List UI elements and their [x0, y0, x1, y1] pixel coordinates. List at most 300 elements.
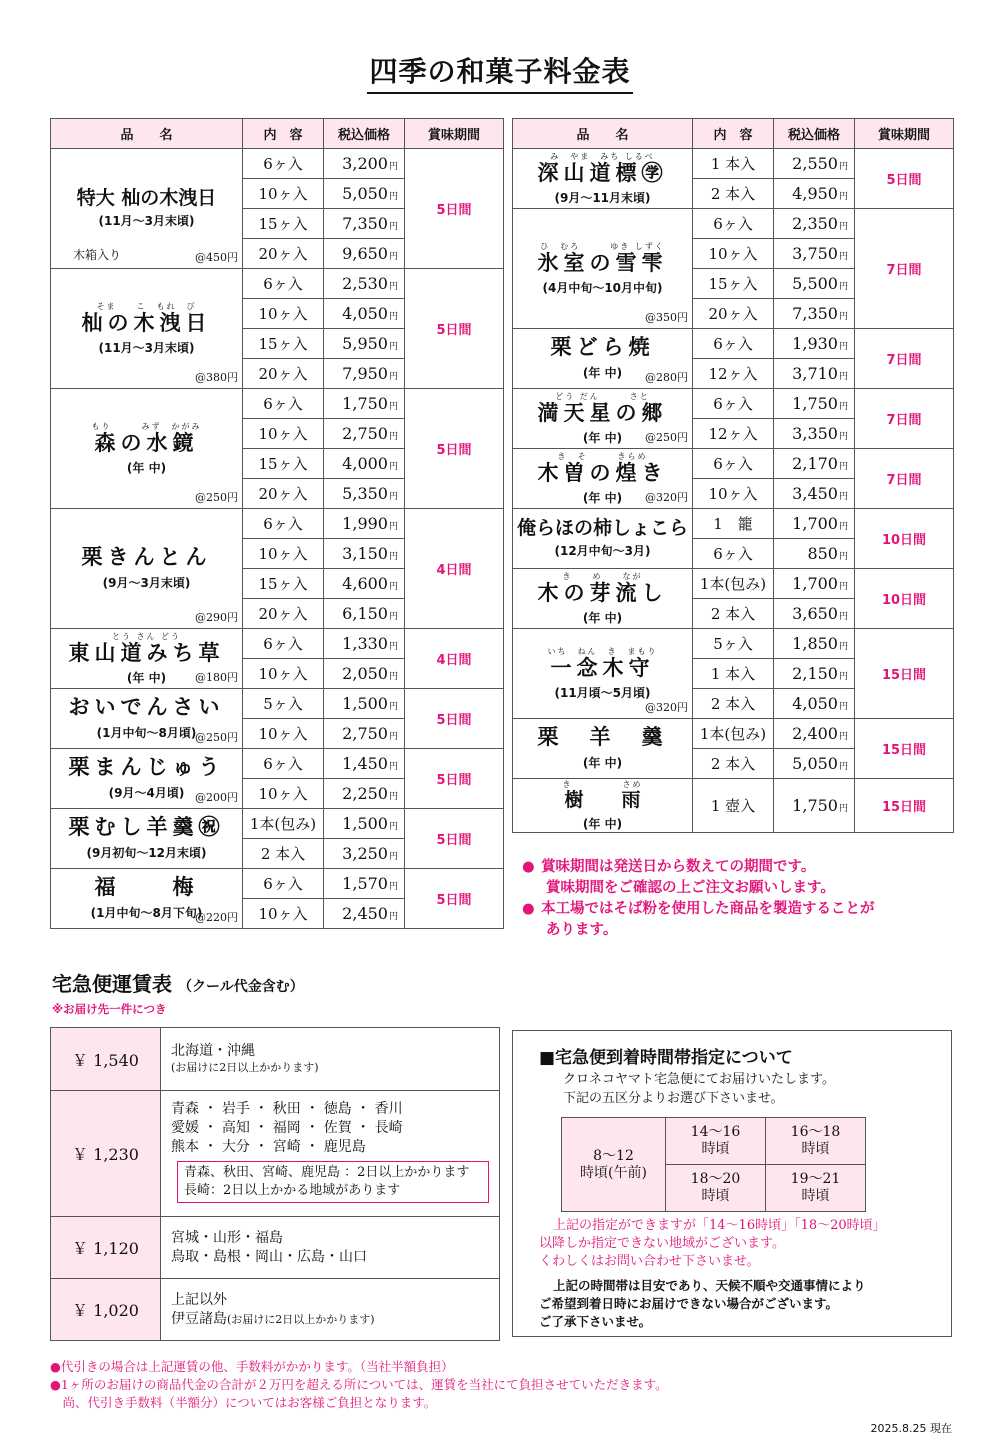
product-ruby: いち ねん き まもり: [547, 646, 658, 656]
product-season: (11月～3月末頃): [98, 214, 195, 229]
shipping-fee: ￥ 1,020: [51, 1279, 161, 1341]
price-value: 6,150: [342, 604, 388, 623]
product-quantity: 20ヶ入: [243, 239, 324, 269]
product-shelf-life: 5日間: [405, 149, 504, 269]
product-season: (1月中旬～8月下旬): [90, 905, 203, 920]
note-text: 本工場ではそば粉を使用した商品を製造することが: [541, 901, 875, 918]
product-season: (9月～11月末頃): [554, 191, 651, 206]
price-value: 1,930: [792, 334, 838, 353]
product-price: [324, 809, 405, 839]
yen-suffix: 円: [388, 402, 398, 412]
product-quantity: 20ヶ入: [243, 479, 324, 509]
price-value: 2,350: [792, 214, 838, 233]
product-name-cell: [513, 569, 693, 629]
note-text: 賞味期間をご確認の上ご注文お願いします。: [546, 880, 835, 897]
product-name-cell: [51, 689, 243, 749]
product-name-cell: [513, 719, 693, 779]
product-shelf-life: 5日間: [405, 689, 504, 749]
yen-suffix: 円: [838, 432, 848, 442]
footnote: 尚、代引き手数料（半額分）についてはお客様ご負担となります。: [50, 1395, 437, 1411]
product-quantity: 6ヶ入: [693, 329, 774, 359]
product-unit-price: @380円: [195, 371, 238, 384]
product-row: [51, 749, 504, 779]
yen-suffix: 円: [388, 252, 398, 262]
product-season: (1月中旬～8月頃): [96, 725, 197, 740]
price-value: 9,650: [342, 244, 388, 263]
product-row: [51, 689, 504, 719]
product-name-cell: [513, 449, 693, 509]
product-quantity: 1 本入: [693, 149, 774, 179]
delivery-time-box: [512, 1030, 952, 1337]
product-name-cell: [513, 329, 693, 389]
yen-suffix: 円: [838, 582, 848, 592]
product-price: [774, 569, 855, 599]
product-quantity: 5ヶ入: [693, 629, 774, 659]
price-value: 5,950: [342, 334, 388, 353]
product-quantity: 10ヶ入: [243, 419, 324, 449]
product-quantity: 2 本入: [693, 749, 774, 779]
product-name: 栗むし羊羹㊗: [68, 815, 225, 840]
header-contents: 内 容: [693, 119, 774, 149]
price-value: 1,850: [792, 634, 838, 653]
product-name: 杣の木洩日: [81, 310, 212, 335]
product-price: [324, 209, 405, 239]
price-value: 2,050: [342, 664, 388, 683]
yen-suffix: 円: [838, 522, 848, 532]
page-title: 四季の和菓子料金表: [0, 50, 1000, 90]
yen-suffix: 円: [388, 882, 398, 892]
product-ruby: き さめ: [562, 780, 643, 789]
price-value: 1,750: [342, 394, 388, 413]
product-season: (11月頃～5月頃): [554, 686, 651, 701]
product-ruby: き そ きらめ: [557, 451, 648, 461]
product-price: [324, 869, 405, 899]
price-value: 3,150: [342, 544, 388, 563]
product-price: [324, 359, 405, 389]
price-value: 2,750: [342, 424, 388, 443]
product-price: [324, 629, 405, 659]
header-name: 品 名: [51, 119, 243, 149]
delivery-region-note: 上記の指定ができますが「14～16時頃」「18～20時頃」 以降しか指定できない地域がございます。 くわしくはお問い合わせ下さいませ。: [539, 1218, 886, 1270]
yen-suffix: 円: [838, 552, 848, 562]
product-unit-price: @350円: [645, 311, 688, 324]
product-name: 木曽の煌き: [537, 460, 668, 485]
shipping-areas: 青森 ・ 岩手 ・ 秋田 ・ 徳島 ・ 香川 愛媛 ・ 高知 ・ 福岡 ・ 佐賀 ・ 長崎 熊本 ・ 大分 ・ 宮崎 ・ 鹿児島 青森、秋田、宮崎、鹿児島 ：2日以上かかります 長崎：2日以上かかる地域があります: [161, 1091, 500, 1217]
delivery-time-title: ■宅急便到着時間帯指定について: [539, 1048, 793, 1068]
product-price: [324, 749, 405, 779]
product-price: [324, 509, 405, 539]
price-value: 3,200: [342, 154, 388, 173]
product-quantity: 1本(包み): [243, 809, 324, 839]
product-price: [774, 329, 855, 359]
price-value: 1,450: [342, 754, 388, 773]
product-quantity: 6ヶ入: [693, 449, 774, 479]
footnote: ●1ヶ所のお届けの商品代金の合計が２万円を超える所については、運賃を当社にて負担させていただきます。: [50, 1377, 668, 1393]
product-name: 樹 雨: [564, 789, 641, 811]
product-row: [513, 149, 954, 179]
product-unit-price: @290円: [195, 611, 238, 624]
product-price: [774, 449, 855, 479]
product-name-cell: [51, 869, 243, 929]
product-unit-price: @280円: [645, 371, 688, 384]
price-value: 3,750: [792, 244, 838, 263]
yen-suffix: 円: [838, 372, 848, 382]
yen-suffix: 円: [388, 162, 398, 172]
product-quantity: 1本(包み): [693, 719, 774, 749]
yen-suffix: 円: [388, 912, 398, 922]
product-quantity: 15ヶ入: [243, 209, 324, 239]
product-row: [51, 629, 504, 659]
product-season: (9月～4月頃): [108, 785, 185, 800]
header-period: 賞味期間: [855, 119, 954, 149]
product-season: (4月中旬～10月中旬): [542, 281, 663, 296]
product-quantity: 6ヶ入: [243, 269, 324, 299]
product-shelf-life: 15日間: [855, 629, 954, 719]
product-quantity: 10ヶ入: [243, 719, 324, 749]
slot-14-16: 14～16 時頃: [666, 1118, 766, 1165]
product-quantity: 6ヶ入: [243, 509, 324, 539]
product-shelf-life: 5日間: [405, 269, 504, 389]
product-quantity: 15ヶ入: [243, 569, 324, 599]
product-row: [513, 569, 954, 599]
yen-suffix: 円: [388, 582, 398, 592]
product-price: [774, 719, 855, 749]
price-value: 2,250: [342, 784, 388, 803]
shipping-delay-box: 青森、秋田、宮崎、鹿児島 ：2日以上かかります 長崎：2日以上かかる地域があります: [177, 1161, 489, 1203]
product-price: [324, 449, 405, 479]
product-name-cell: [51, 509, 243, 629]
product-price: [774, 659, 855, 689]
product-name: 栗 羊 羹: [537, 725, 668, 750]
price-value: 1,750: [792, 795, 838, 815]
header-price: 税込価格: [774, 119, 855, 149]
product-quantity: 10ヶ入: [693, 239, 774, 269]
product-price: [774, 629, 855, 659]
product-price: [324, 149, 405, 179]
yen-suffix: 円: [388, 702, 398, 712]
product-season: (年 中): [582, 431, 623, 446]
yen-suffix: 円: [838, 162, 848, 172]
product-quantity: 10ヶ入: [693, 479, 774, 509]
product-quantity: 2 本入: [693, 689, 774, 719]
product-name: 栗どら焼: [550, 335, 655, 360]
product-quantity: 12ヶ入: [693, 419, 774, 449]
yen-suffix: 円: [838, 462, 848, 472]
shipping-areas: 北海道・沖縄 (お届けに2日以上かかります): [161, 1028, 500, 1091]
product-price: [324, 329, 405, 359]
product-quantity: 1 壺入: [693, 779, 774, 833]
product-row: [513, 509, 954, 539]
product-quantity: 6ヶ入: [243, 869, 324, 899]
product-price: [774, 269, 855, 299]
product-quantity: 10ヶ入: [243, 539, 324, 569]
product-row: [51, 269, 504, 299]
product-price: [774, 599, 855, 629]
slot-am: 8～12 時頃(午前): [562, 1118, 666, 1212]
yen-suffix: 円: [838, 282, 848, 292]
product-price: [324, 419, 405, 449]
product-shelf-life: 5日間: [405, 389, 504, 509]
footnotes: [50, 1358, 668, 1412]
shipping-areas: 宮城・山形・福島 鳥取・島根・岡山・広島・山口: [161, 1217, 500, 1279]
yen-suffix: 円: [838, 402, 848, 412]
price-value: 4,000: [342, 454, 388, 473]
product-price: [774, 749, 855, 779]
product-row: [51, 869, 504, 899]
product-row: [513, 779, 954, 833]
product-name-cell: [51, 389, 243, 509]
product-name-cell: [513, 629, 693, 719]
as-of-date: 2025.8.25 現在: [870, 1422, 952, 1435]
product-ruby: き め なが: [562, 571, 643, 581]
price-value: 2,550: [792, 154, 838, 173]
product-shelf-life: 7日間: [855, 449, 954, 509]
footnote: ●代引きの場合は上記運賃の他、手数料がかかります。（当社半額負担）: [50, 1359, 454, 1374]
product-price: [324, 239, 405, 269]
product-quantity: 10ヶ入: [243, 299, 324, 329]
yen-suffix: 円: [838, 612, 848, 622]
time-slot-table: [561, 1117, 866, 1212]
yen-suffix: 円: [838, 672, 848, 682]
product-price: [774, 149, 855, 179]
price-value: 2,150: [792, 664, 838, 683]
price-value: 7,950: [342, 364, 388, 383]
yen-suffix: 円: [388, 852, 398, 862]
product-shelf-life: 7日間: [855, 329, 954, 389]
product-season: (12月中旬～3月): [554, 544, 651, 559]
product-price: [324, 899, 405, 929]
product-price: [774, 479, 855, 509]
product-quantity: 6ヶ入: [243, 629, 324, 659]
product-quantity: 20ヶ入: [243, 599, 324, 629]
yen-suffix: 円: [838, 222, 848, 232]
product-quantity: 5ヶ入: [243, 689, 324, 719]
yen-suffix: 円: [388, 792, 398, 802]
slot-19-21: 19～21 時頃: [766, 1165, 866, 1212]
product-season: (年 中): [582, 365, 623, 380]
price-value: 2,450: [342, 904, 388, 923]
yen-suffix: 円: [388, 462, 398, 472]
product-price: [324, 599, 405, 629]
product-price: [774, 299, 855, 329]
product-price: [324, 539, 405, 569]
product-name: 福 梅: [94, 875, 199, 900]
product-price: [774, 539, 855, 569]
product-shelf-life: 5日間: [405, 869, 504, 929]
product-shelf-life: 10日間: [855, 509, 954, 569]
price-value: 1,500: [342, 694, 388, 713]
product-shelf-life: 5日間: [855, 149, 954, 209]
product-unit-price: @180円: [195, 671, 238, 684]
product-name: 満天星の郷: [537, 400, 668, 425]
yen-suffix: 円: [838, 192, 848, 202]
product-price: [324, 179, 405, 209]
product-ruby: とう さん どう: [111, 631, 182, 641]
product-shelf-life: 4日間: [405, 629, 504, 689]
product-name: おいでんさい: [68, 695, 225, 720]
price-value: 3,650: [792, 604, 838, 623]
yen-suffix: 円: [388, 492, 398, 502]
price-value: 1,700: [792, 514, 838, 533]
product-season: (年 中): [582, 491, 623, 506]
price-value: 1,330: [342, 634, 388, 653]
note-text: あります。: [546, 922, 618, 939]
product-price: [774, 239, 855, 269]
yen-suffix: 円: [388, 822, 398, 832]
product-quantity: 2 本入: [693, 179, 774, 209]
product-shelf-life: 15日間: [855, 719, 954, 779]
product-row: [513, 389, 954, 419]
product-name: 一念木守: [550, 655, 655, 680]
product-season: (年 中): [126, 461, 167, 476]
price-value: 4,600: [342, 574, 388, 593]
yen-suffix: 円: [388, 312, 398, 322]
product-ruby: もり みず かがみ: [91, 421, 202, 431]
yen-suffix: 円: [838, 702, 848, 712]
yen-suffix: 円: [838, 492, 848, 502]
yen-suffix: 円: [388, 282, 398, 292]
product-quantity: 6ヶ入: [243, 149, 324, 179]
product-name-cell: [513, 149, 693, 209]
header-contents: 内 容: [243, 119, 324, 149]
product-price: [774, 779, 855, 833]
product-name-cell: [51, 749, 243, 809]
product-season: (11月～3月末頃): [98, 341, 195, 356]
product-quantity: 1 本入: [693, 659, 774, 689]
product-ruby: どう だん さと: [555, 391, 650, 401]
shipping-subtitle: （クール代金含む）: [178, 979, 304, 995]
product-price: [774, 209, 855, 239]
shipping-note: ※お届け先一件につき: [52, 1002, 167, 1016]
product-ruby: そま こ もれ び: [96, 301, 197, 311]
product-name-cell: [513, 509, 693, 569]
product-price: [774, 689, 855, 719]
yen-suffix: 円: [838, 312, 848, 322]
yen-suffix: 円: [388, 762, 398, 772]
price-value: 4,050: [342, 304, 388, 323]
product-quantity: 10ヶ入: [243, 779, 324, 809]
product-name: 特大 杣の木洩日: [76, 186, 217, 209]
price-value: 3,450: [792, 484, 838, 503]
product-quantity: 2 本入: [693, 599, 774, 629]
price-value: 1,990: [342, 514, 388, 533]
product-row: [513, 329, 954, 359]
price-value: 5,050: [792, 754, 838, 773]
yen-suffix: 円: [388, 522, 398, 532]
yen-suffix: 円: [388, 372, 398, 382]
product-unit-price: @320円: [645, 701, 688, 714]
product-name-cell: [51, 809, 243, 869]
yen-suffix: 円: [388, 732, 398, 742]
price-value: 2,170: [792, 454, 838, 473]
delivery-time-text: クロネコヤマト宅急便にてお届けいたします。 下記の五区分よりお選び下さいませ。: [563, 1072, 835, 1106]
shipping-fee: ￥ 1,230: [51, 1091, 161, 1217]
product-name: 東山道みち草: [68, 640, 225, 665]
product-shelf-life: 4日間: [405, 509, 504, 629]
product-quantity: 10ヶ入: [243, 179, 324, 209]
product-quantity: 20ヶ入: [693, 299, 774, 329]
product-quantity: 1 籠: [693, 509, 774, 539]
price-value: 1,570: [342, 874, 388, 893]
price-table-left: [50, 118, 504, 929]
shipping-title: 宅急便運賃表 （クール代金含む）: [52, 972, 304, 996]
product-price: [324, 299, 405, 329]
shipping-fee: ￥ 1,540: [51, 1028, 161, 1091]
price-value: 1,700: [792, 574, 838, 593]
product-quantity: 2 本入: [243, 839, 324, 869]
product-price: [324, 689, 405, 719]
product-season: (年 中): [582, 755, 623, 770]
product-shelf-life: 5日間: [405, 809, 504, 869]
product-unit-price: @220円: [195, 911, 238, 924]
product-row: [513, 629, 954, 659]
product-price: [324, 389, 405, 419]
price-value: 4,050: [792, 694, 838, 713]
yen-suffix: 円: [388, 552, 398, 562]
price-value: 1,750: [792, 394, 838, 413]
product-quantity: 10ヶ入: [243, 659, 324, 689]
product-name-cell: [513, 209, 693, 329]
header-price: 税込価格: [324, 119, 405, 149]
product-quantity: 15ヶ入: [693, 269, 774, 299]
product-price: [324, 479, 405, 509]
note-text: 賞味期間は発送日から数えての期間です。: [541, 859, 816, 875]
header-period: 賞味期間: [405, 119, 504, 149]
product-name-cell: [51, 149, 243, 269]
product-unit-price: @320円: [645, 491, 688, 504]
price-value: 1,500: [342, 814, 388, 833]
product-quantity: 10ヶ入: [243, 899, 324, 929]
product-quantity: 6ヶ入: [693, 209, 774, 239]
slot-16-18: 16～18 時頃: [766, 1118, 866, 1165]
yen-suffix: 円: [838, 642, 848, 652]
product-shelf-life: 15日間: [855, 779, 954, 833]
yen-suffix: 円: [838, 803, 848, 814]
yen-suffix: 円: [838, 342, 848, 352]
yen-suffix: 円: [388, 672, 398, 682]
product-name: 氷室の雪雫: [537, 250, 668, 275]
slot-18-20: 18～20 時頃: [666, 1165, 766, 1212]
product-price: [774, 389, 855, 419]
product-quantity: 15ヶ入: [243, 329, 324, 359]
product-shelf-life: 5日間: [405, 749, 504, 809]
price-value: 2,750: [342, 724, 388, 743]
shipping-table: [50, 1027, 500, 1341]
header-name: 品 名: [513, 119, 693, 149]
product-quantity: 6ヶ入: [243, 389, 324, 419]
price-value: 850: [807, 544, 838, 563]
price-value: 4,950: [792, 184, 838, 203]
product-shelf-life: 10日間: [855, 569, 954, 629]
product-season: (9月～3月末頃): [102, 575, 191, 590]
yen-suffix: 円: [388, 192, 398, 202]
product-price: [324, 779, 405, 809]
product-unit-price: @250円: [195, 491, 238, 504]
product-quantity: 20ヶ入: [243, 359, 324, 389]
product-quantity: 6ヶ入: [243, 749, 324, 779]
product-name-cell: [51, 629, 243, 689]
yen-suffix: 円: [388, 222, 398, 232]
shipping-fee: ￥ 1,120: [51, 1217, 161, 1279]
yen-suffix: 円: [388, 432, 398, 442]
price-value: 2,530: [342, 274, 388, 293]
product-name: 木の芽流し: [537, 580, 668, 605]
price-value: 2,400: [792, 724, 838, 743]
product-ruby: み やま みち しるべ: [550, 151, 655, 161]
price-value: 5,050: [342, 184, 388, 203]
yen-suffix: 円: [388, 642, 398, 652]
product-shelf-life: 7日間: [855, 389, 954, 449]
